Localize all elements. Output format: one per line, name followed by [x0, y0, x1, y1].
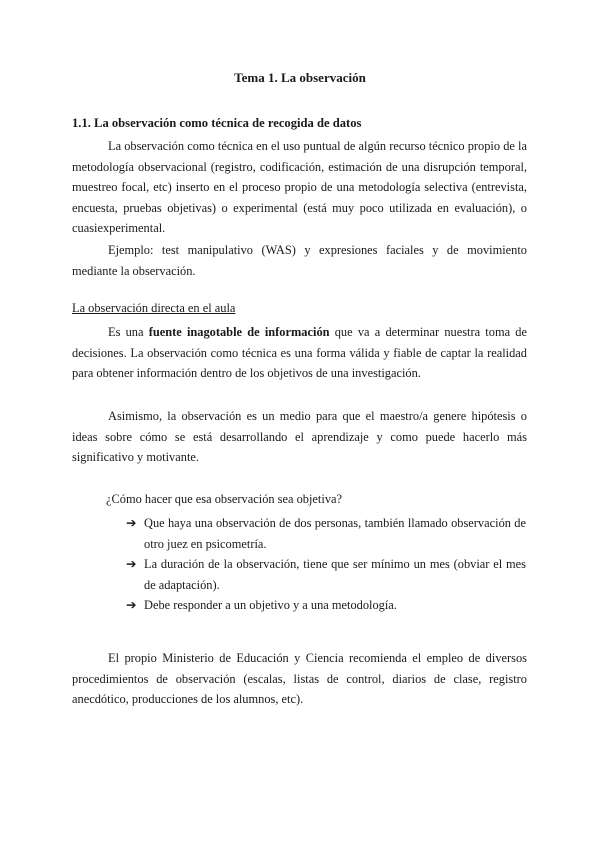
list-item-text: Debe responder a un objetivo y a una metodología.: [144, 598, 397, 612]
list-item: [126, 513, 526, 554]
paragraph-1: La observación como técnica en el uso puntual de algún recurso técnico propio de la metodología observacional (registro, codificación, estimación de una disrupción temporal, muestreo focal, etc) inserto en el proceso propio de una metodología selectiva (entrevista, encuesta, pruebas objetivas) o experimental (está muy poco utilizada en evaluación), o cuasiexperimental.: [72, 139, 527, 235]
paragraph-5: El propio Ministerio de Educación y Ciencia recomienda el empleo de diversos procedimientos de observación (escalas, listas de control, diarios de clase, registro anecdótico, producciones de los alumnos, etc).: [72, 651, 527, 706]
list-item-text: La duración de la observación, tiene que ser mínimo un mes (obviar el mes de adaptación).: [144, 557, 526, 592]
subheading: La observación directa en el aula: [72, 301, 236, 315]
paragraph-4: Asimismo, la observación es un medio para que el maestro/a genere hipótesis o ideas sobre cómo se está desarrollando el aprendizaje y como puede hacerlo más significativo y motivante.: [72, 409, 527, 464]
list-item: [126, 595, 526, 616]
paragraph-3-emphasis: fuente inagotable de información: [148, 325, 330, 339]
page-title: Tema 1. La observación: [234, 70, 366, 85]
arrow-right-icon: ➔: [126, 516, 137, 530]
paragraph-3-start: Es una: [108, 325, 149, 339]
paragraph-2: Ejemplo: test manipulativo (WAS) y expresiones faciales y de movimiento mediante la observación.: [72, 243, 527, 278]
paragraph-3: [72, 322, 527, 384]
bullet-list: [126, 513, 526, 616]
arrow-right-icon: ➔: [126, 557, 137, 571]
arrow-right-icon: ➔: [126, 598, 137, 612]
section-heading: 1.1. La observación como técnica de recogida de datos: [72, 116, 362, 130]
question-text: ¿Cómo hacer que esa observación sea objetiva?: [106, 492, 343, 506]
list-item-text: Que haya una observación de dos personas, también llamado observación de otro juez en psicometría.: [144, 516, 526, 551]
list-item: [126, 554, 526, 595]
paragraph-3-end: que va a determinar nuestra toma de decisiones. La observación como técnica es una forma válida y fiable de captar la realidad para obtener información dentro de los objetivos de una investigación.: [72, 325, 527, 380]
